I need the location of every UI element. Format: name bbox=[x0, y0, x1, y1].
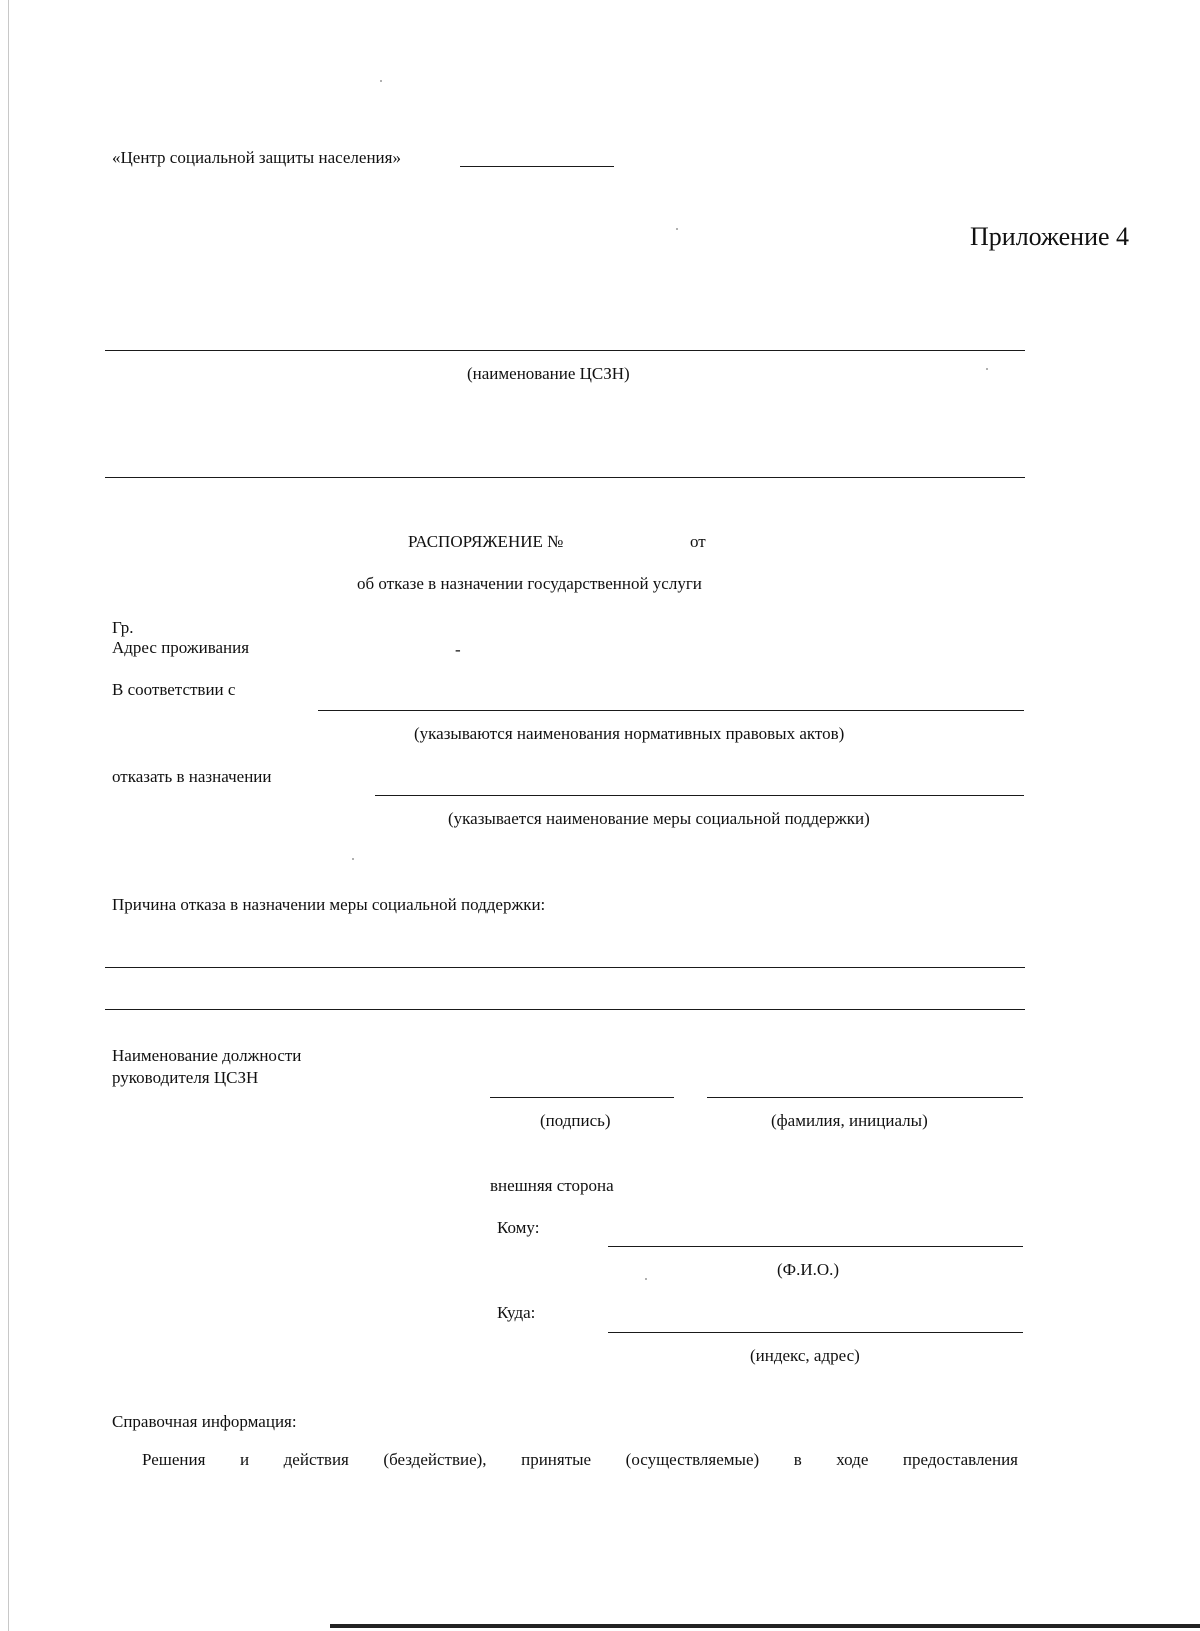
according-caption: (указываются наименования нормативных правовых актов) bbox=[414, 724, 845, 743]
signature-caption: (подпись) bbox=[540, 1111, 611, 1130]
org-line-text: «Центр социальной защиты населения» bbox=[112, 148, 401, 167]
scan-speck bbox=[645, 1278, 647, 1280]
scan-bottom-edge bbox=[330, 1624, 1200, 1628]
org-name-caption: (наименование ЦСЗН) bbox=[467, 364, 630, 383]
order-from: от bbox=[690, 532, 706, 551]
signature-line bbox=[490, 1097, 674, 1098]
scan-speck bbox=[380, 80, 382, 82]
org-name-line bbox=[105, 350, 1025, 351]
where-caption: (индекс, адрес) bbox=[750, 1346, 860, 1365]
refuse-line bbox=[375, 795, 1024, 796]
scan-edge-artifact bbox=[8, 0, 9, 1631]
citizen-label: Гр. bbox=[112, 618, 134, 637]
order-title: РАСПОРЯЖЕНИЕ № bbox=[408, 532, 564, 551]
according-label: В соответствии с bbox=[112, 680, 236, 699]
reason-line-2 bbox=[105, 1009, 1025, 1010]
refuse-label: отказать в назначении bbox=[112, 767, 272, 786]
reason-line-1 bbox=[105, 967, 1025, 968]
to-label: Кому: bbox=[497, 1218, 540, 1237]
where-label: Куда: bbox=[497, 1303, 536, 1322]
org-second-line bbox=[105, 477, 1025, 478]
name-line bbox=[707, 1097, 1023, 1098]
to-line bbox=[608, 1246, 1023, 1247]
name-caption: (фамилия, инициалы) bbox=[771, 1111, 928, 1130]
to-caption: (Ф.И.О.) bbox=[777, 1260, 840, 1279]
scan-speck bbox=[352, 858, 354, 860]
annex-label: Приложение 4 bbox=[970, 222, 1130, 251]
envelope-title: внешняя сторона bbox=[490, 1176, 614, 1195]
scan-speck bbox=[986, 368, 988, 370]
org-line-blank bbox=[460, 166, 614, 167]
reason-label: Причина отказа в назначении меры социальной поддержки: bbox=[112, 895, 546, 914]
according-line bbox=[318, 710, 1024, 711]
position-label-2: руководителя ЦСЗН bbox=[112, 1068, 259, 1087]
position-label-1: Наименование должности bbox=[112, 1046, 302, 1065]
reference-title: Справочная информация: bbox=[112, 1412, 297, 1431]
refuse-caption: (указывается наименование меры социальной поддержки) bbox=[448, 809, 870, 828]
order-subtitle: об отказе в назначении государственной услуги bbox=[357, 574, 702, 593]
address-dash: - bbox=[455, 640, 461, 659]
reference-text: Решения и действия (бездействие), принятые (осуществляемые) в ходе предоставления bbox=[142, 1450, 1018, 1469]
scan-speck bbox=[676, 228, 678, 230]
address-label: Адрес проживания bbox=[112, 638, 250, 657]
where-line bbox=[608, 1332, 1023, 1333]
